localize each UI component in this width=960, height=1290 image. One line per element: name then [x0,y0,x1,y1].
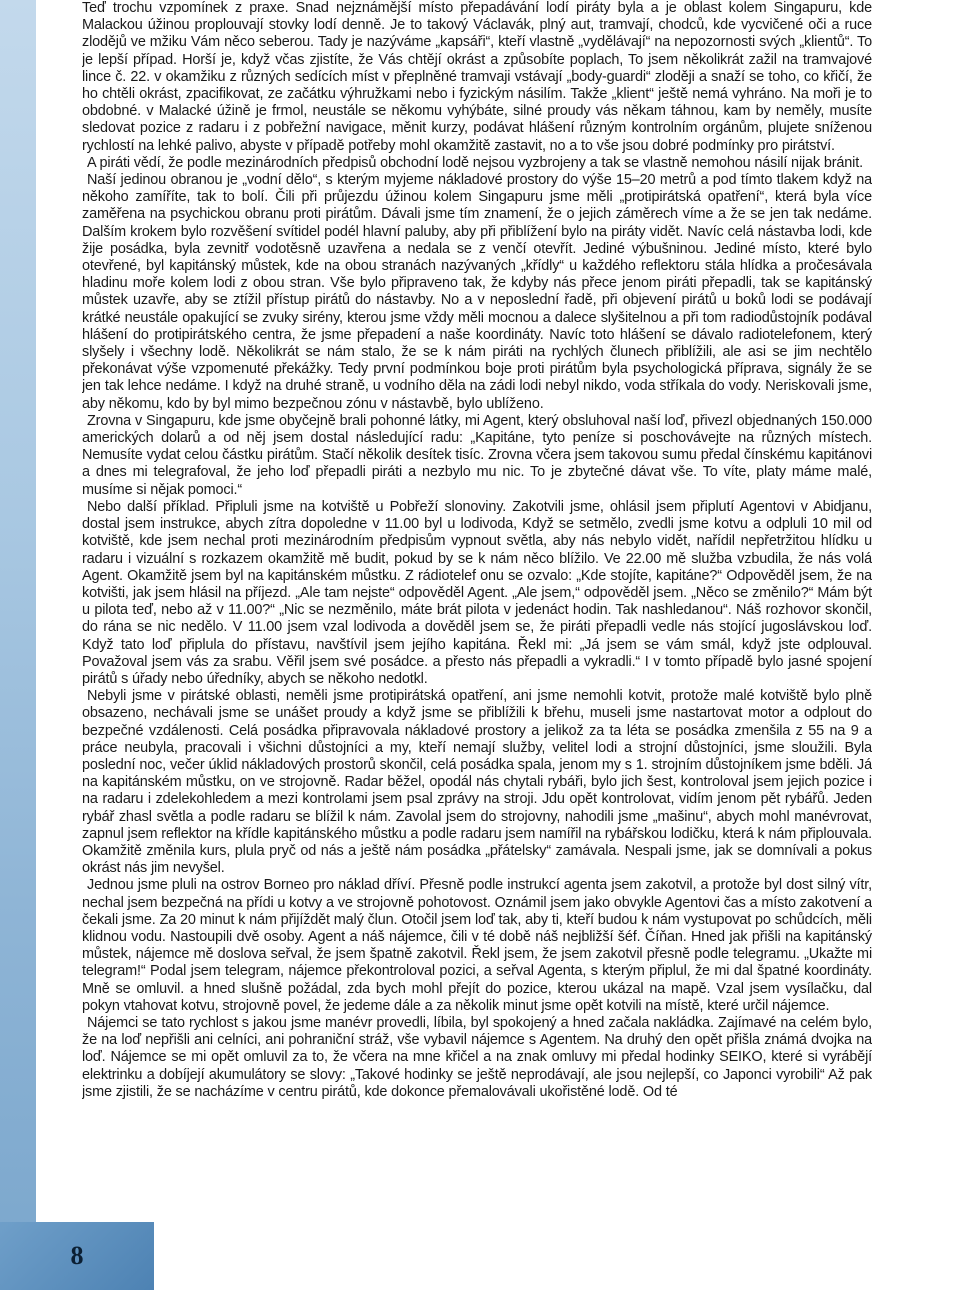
article-body [82,0,872,1222]
paragraph: Nájemci se tato rychlost s jakou jsme manévr provedli, líbila, byl spokojený a hned začala nakládka. Zajímavé na celém bylo, že na loď nepřišli ani celníci, ani pohraniční stráž, vše vybavil nájemce s Agentem. Na druhý den opět přišla známá dvojka na loď. Nájemce se mi opět omluvil za to, že včera na mne křičel a na znak omluvy mi předal hodinky SEIKO, které si vyrábějí elektrinku a dobíjejí akumulátory se slovy: „Takové hodinky se ještě neprodávají, ale jsou nejlepší, co Japonci vyrobili“ Až pak jsme zjistili, že se nacházíme v centru pirátů, kde dokonce přemalovávali ukořistěné lodě. Od té [82,1014,872,1100]
paragraph: Teď trochu vzpomínek z praxe. Snad nejznámější místo přepadávání lodí piráty byla a je oblast kolem Singapuru, kde Malackou úžinou proplouvají stovky lodí denně. Je to takový Václavák, plný aut, tramvají, chodců, kde vycvičené oči a ruce zlodějů ve mžiku Vám něco seberou. Tady je nazýváme „kapsáři“, kteří vlastně „vydělávají“ na nepozornosti svých „klientů“. To je lepší případ. Horší je, když včas zjistíte, že Vás chtějí okrást a způsobíte poplach, To jsem několikrát zažil na tramvajové lince č. 22. v okamžiku z různých sedících míst v přeplněné tramvaji vstávají „body-guardi“ zloději a snaží se toho, co křičí, že ho chtěli okrást, zpacifikovat, ze začátku výhružkami nebo i fyzickým násilím. Takže „klient“ ještě nemá vyhráno. Na moři je to obdobné. v Malacké úžině je frmol, neustále se někomu vyhýbáte, silné proudy vás někam táhnou, kam by neměly, musíte sledovat pozice z radaru i z pobřežní navigace, měnit kurzy, podávat hlášení různým kontrolním orgánům, plujete sníženou rychlostí na lehké palivo, abyste v případě potřeby mohl okamžitě zastavit, no a to vše jsou dobré podmínky pro pirátství. [82,0,872,154]
paragraph: Zrovna v Singapuru, kde jsme obyčejně brali pohonné látky, mi Agent, který obsluhoval naší loď, přivezl objednaných 150.000 amerických dolarů a od něj jsem dostal následující radu: „Kapitáne, tyto peníze si poschovávejte na různých místech. Nemusíte vydat celou částku pirátům. Stačí několik desítek tisíc. Zrovna včera jsem takovou sumu předal čínskému kapitánovi a dnes mi telegrafoval, že jeho loď přepadli piráti a nezbylo mu nic. To je zbytečné dávat vše. To víte, platy máme malé, musíme si nějak pomoci.“ [82,412,872,498]
paragraph: A piráti vědí, že podle mezinárodních předpisů obchodní lodě nejsou vyzbrojeny a tak se vlastně nemohou násilí nijak bránit. [87,154,863,171]
paragraph: Jednou jsme pluli na ostrov Borneo pro náklad dříví. Přesně podle instrukcí agenta jsem zakotvil, a protože byl dost silný vítr, nechal jsem bezpečná na přídi u kotvy a ve strojovně pohotovost. Oznámil jsem jako obvykle Agentovi čas a místo zakotvení a čekali jsme. Za 20 minut k nám přijíždět malý člun. Otočil jsem loď tak, aby ti, kteří budou k nám vystupovat po schůdcích, měli klidnou vodu. Nastoupili dvě osoby. Agent a náš nájemce, čili v té době náš nejbližší šéf. Číňan. Hned jak přišli na kapitánský můstek, nájemce mě doslova seřval, že jsem špatně zakotvil. Řekl jsem, že jsem zakotvil přesně podle telegramu. „Ukažte mi telegram!“ Podal jsem telegram, nájemce překontroloval pozici, a seřval Agenta, s kterým připlul, že mi dal špatné koordináty. Mně se omluvil. a hned slušně požádal, zda bych mohl přejít do pozice, kterou ukázal na mapě. Vzal jsem vysílačku, dal pokyn vtahovat kotvu, strojovně povel, že jedeme dále a za několik minut jsme opět kotvili na místě, které určil nájemce. [82,877,872,1014]
paragraph: Nebyli jsme v pirátské oblasti, neměli jsme protipirátská opatření, ani jsme nemohli kotvit, protože malé kotviště bylo plně obsazeno, nechávali jsme se unášet proudy a když jsme se přiblížili k břehu, museli jsme nastartovat motor a odplout do bezpečné vzdálenosti. Celá posádka připravovala nákladové prostory a jelikož za ta léta se posádka zmenšila z 55 na 9 a práce neubyla, pracovali i všichni důstojníci a my, kteří nemají služby, velitel lodi a strojní důstojníci, jsme sloužili. Byla poslední noc, večer úklid nákladových prostorů skončil, celá posádka spala, jenom my s 1. strojním důstojníkem jsme bděli. Já na kapitánském můstku, on ve strojovně. Radar běžel, opodál nás chytali rybáři, bylo jich šest, kontroloval jsem jejich pozice i na radaru i zdelekohledem a mezi kontrolami jsem psal zprávy na stroji. Jdu opět kontrolovat, vidím jenom pět rybářů. Jeden rybář zhasl světla a podle radaru se blížil k nám. Zavolal jsem do strojovny, nahodili jsme „mašinu“, abych mohl manévrovat, zapnul jsem reflektor na křídle kapitánského můstku a podle radaru jsem namířil na rybářskou lodičku, která k nám připlouvala. Okamžitě změnila kurs, plula pryč od nás a ještě nám posádka „přátelsky“ zamávala. Nespali jsme, jak se domnívali a pokus okrást nás jim nevyšel. [82,688,872,877]
page-edge-stripe [0,0,36,1290]
paragraph: Naší jedinou obranou je „vodní dělo“, s kterým myjeme nákladové prostory do výše 15–20 metrů a pod tímto tlakem když na někoho zamíříte, tak to bolí. Čili při průjezdu úžinou kolem Singapuru jsme měli „protipirátská opatření“, která byla více zaměřena na psychickou obranu proti pirátům. Dávali jsme tím znamení, že o jejich záměrech víme a že se jen tak nedáme. Dalším krokem bylo rozvěšení svítidel podél hlavní paluby, aby při přiblížení bylo na piráty vidět. Navíc celá nástavba lodi, kde žije posádka, byla zevnitř vodotěsně uzavřena a nedala se z venčí otevřít. Jediné výbušninou. Jediné místo, které bylo otevřené, byl kapitánský můstek, kde na obou stranách nazývaných „křídly“ u každého reflektoru stála hlídka a pročesávala hladinu moře kolem lodi z obou stran. Vše bylo připraveno tak, že kdyby nás přece jenom piráti přepadli, tak se kapitánský můstek uzavře, aby se ztížil přístup pirátů do nástavby. No a v neposlední řadě, při objevení pirátů u boků lodi se podávají krátké neustále opakující se zvuky sirény, kterou jsme vždy měli mocnou a dalece slyšitelnou a při tom radiodůstojník podával hlášení do protipirátského centra, že jsme přepadení a naše koordináty. Navíc toto hlášení se dávalo radiotelefonem, který slyšely i všechny lodě. Několikrát se nám stalo, že se k nám piráti na rychlých člunech přiblížili, ale asi se jim nechtělo překonávat výše vzpomenuté překážky. Tedy první podmínkou boje proti pirátům byla psychologická příprava, signály že se jen tak lehce nedáme. I když na druhé straně, u vodního děla na zádi lodi nebyl nikdo, voda stříkala do vody. Neriskovali jsme, aby někomu, kdo by byl mimo bezpečnou zónu v nástavbě, bylo ublíženo. [82,172,872,412]
paragraph: Nebo další příklad. Připluli jsme na kotviště u Pobřeží slonoviny. Zakotvili jsme, ohlásil jsem připlutí Agentovi v Abidjanu, dostal jsem instrukce, abych zítra dopoledne v 11.00 byl u lodivoda, Když se setmělo, zvedli jsme kotvu a odpluli 10 mil od kotviště, kde jsem nechal proti mezinárodním předpisům vypnout světla, aby nás nebylo vidět, nařídil nepřetržitou hlídku u radaru i vizuální s rozkazem okamžitě mě budit, pokud by se k nám něco blížilo. Ve 22.00 mě služba vzbudila, že nás volá Agent. Okamžitě jsem byl na kapitánském můstku. Z rádiotelef onu se ozvalo: „Kde stojíte, kapitáne?“ Odpověděl jsem, že na kotvišti, jak jsem hlásil na příjezd. „Ale tam nejste“ odpověděl Agent. „Ale jsem,“ odpověděl jsem. „Něco se změnilo?“ Mám být u pilota teď, nebo až v 11.00?“ „Nic se nezměnilo, máte brát pilota v jedenáct hodin. Tak nashledanou“. Náš rozhovor skončil, do rána se nic nedělo. V 11.00 jsem vzal lodivoda a dověděl jsem se, že piráti přepadli vedle nás stojící jugoslávskou loď. Když tato loď připlula do přístavu, navštívil jsem jejího kapitána. Řekl mi: „Já jsem se vám smál, když jste odplouval. Považoval jsem vás za srabu. Věřil jsem své posádce. a přesto nás přepadli a vykradli.“ I v tomto případě bylo jasné spojení pirátů s úřady nebo úředníky, abych se někoho nedotkl. [82,498,872,687]
page-number: 8 [0,1222,154,1290]
